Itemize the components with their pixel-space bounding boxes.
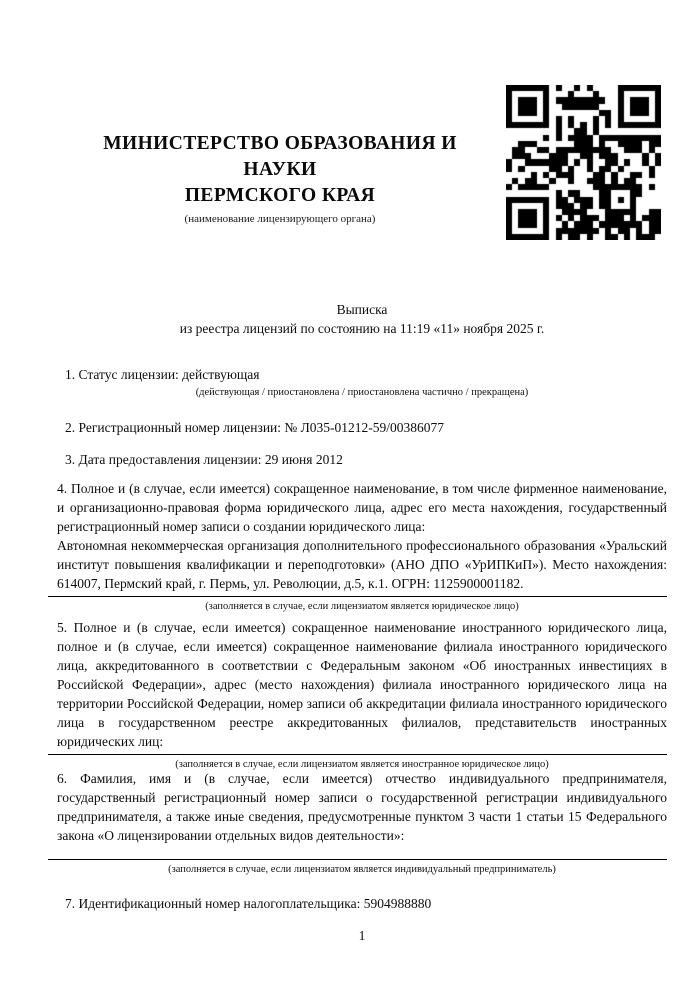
- foreign-entity-label: 5. Полное и (в случае, если имеется) сокращенное наименование иностранного юридического лица, полное и (в случае, если имеется) сокращенное наименование филиала иностранного юридического лица, аккредитованного в соответствии с Федеральным законом «Об иностранных инвестициях в Российской Федерации», адрес (место нахождения) филиала иностранного юридического лица на территории Российской Федерации, номер записи об аккредитации филиала иностранного юридического лица в государственном реестре аккредитованных филиалов, представительств иностранных юридических лиц:: [57, 620, 667, 749]
- ministry-name-line2: ПЕРМСКОГО КРАЯ: [184, 185, 376, 206]
- item-registration-number: 2. Регистрационный номер лицензии: № Л035-01212-59/00386077: [65, 420, 445, 435]
- legal-entity-value: Автономная некоммерческая организация дополнительного профессионального образования «Уральский институт повышения квалификации и переподготовки» (АНО ДПО «УрИПКиП»). Место нахождения: 614007, Пермский край, г. Пермь, ул. Революции, д.5, к.1. ОГРН: 1125900001182.: [57, 538, 667, 591]
- item-foreign-entity: [57, 618, 667, 772]
- ministry-name-line1: МИНИСТЕРСТВО ОБРАЗОВАНИЯ И НАУКИ: [103, 133, 457, 180]
- qr-code-icon: [506, 85, 661, 240]
- document-title: [57, 300, 667, 338]
- ministry-caption: (наименование лицензирующего органа): [184, 213, 376, 225]
- individual-entrepreneur-label: 6. Фамилия, имя и (в случае, если имеется) отчество индивидуального предпринимателя, государственный регистрационный номер записи о государственной регистрации индивидуального предпринимателя, а также иные сведения, предусмотренные пунктом 3 части 1 статьи 15 Федерального закона «О лицензировании отдельных видов деятельности»:: [57, 771, 667, 843]
- item-grant-date: 3. Дата предоставления лицензии: 29 июня 2012: [65, 452, 343, 467]
- page-number: 1: [358, 928, 366, 943]
- item-individual-entrepreneur: [57, 769, 667, 877]
- item-taxpayer-id: 7. Идентификационный номер налогоплательщика: 5904988880: [65, 896, 432, 911]
- legal-entity-label: 4. Полное и (в случае, если имеется) сокращенное наименование, в том числе фирменное наименование, и организационно-правовая форма юридического лица, адрес его места нахождения, государственный регистрационный номер записи о создании юридического лица:: [57, 481, 667, 534]
- licensing-authority-header: [66, 131, 494, 225]
- fill-line: [48, 596, 667, 597]
- title-line2: из реестра лицензий по состоянию на 11:19 «11» ноября 2025 г.: [179, 321, 545, 336]
- item-license-status: 1. Статус лицензии: действующая: [65, 367, 260, 382]
- title-line1: Выписка: [336, 302, 388, 317]
- individual-entrepreneur-caption: (заполняется в случае, если лицензиатом является индивидуальный предприниматель): [168, 864, 556, 875]
- fill-line: [48, 754, 667, 755]
- qr-code-canvas: [506, 85, 661, 240]
- legal-entity-caption: (заполняется в случае, если лицензиатом является юридическое лицо): [205, 601, 519, 612]
- item-license-status-caption: (действующая / приостановлена / приостановлена частично / прекращена): [195, 387, 529, 398]
- item-legal-entity: [57, 479, 667, 614]
- foreign-entity-caption: (заполняется в случае, если лицензиатом является иностранное юридическое лицо): [175, 759, 549, 770]
- fill-line: [48, 859, 667, 860]
